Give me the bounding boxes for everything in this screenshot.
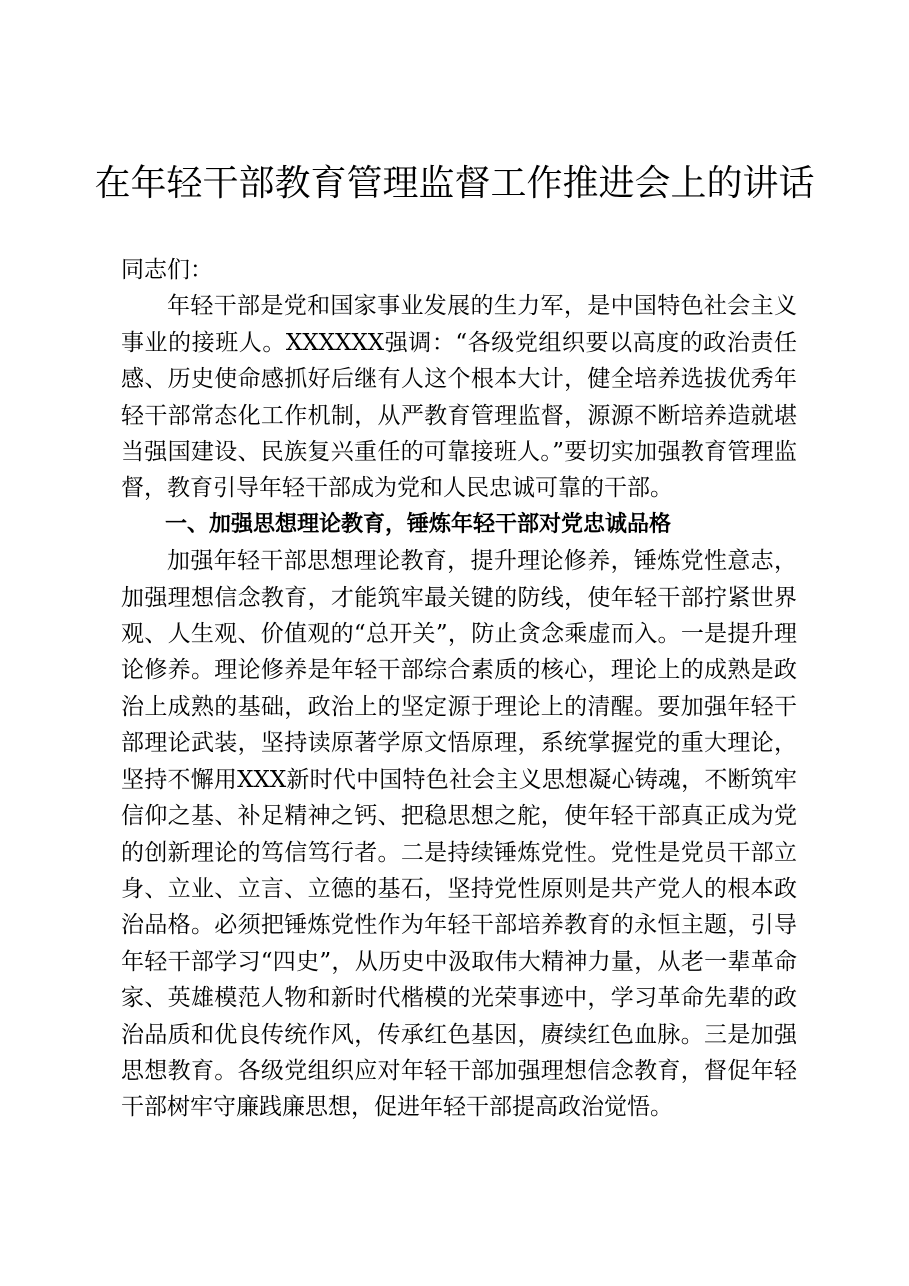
section-paragraph: 加强年轻干部思想理论教育，提升理论修养，锤炼党性意志，加强理想信念教育，才能筑牢最关键的防线，使年轻干部拧紧世界观、人生观、价值观的“总开关”，防止贪念乘虚而入。一是提升理论修养。理论修养是年轻干部综合素质的核心，理论上的成熟是政治上成熟的基础，政治上的坚定源于理论上的清醒。要加强年轻干部理论武装，坚持读原著学原文悟原理，系统掌握党的重大理论，坚持不懈用XXX新时代中国特色社会主义思想凝心铸魂，不断筑牢信仰之基、补足精神之钙、把稳思想之舵，使年轻干部真正成为党的创新理论的笃信笃行者。二是持续锤炼党性。党性是党员干部立身、立业、立言、立德的基石，坚持党性原则是共产党人的根本政治品格。必须把锤炼党性作为年轻干部培养教育的永恒主题，引导年轻干部学习“四史”，从历史中汲取伟大精神力量，从老一辈革命家、英雄模范人物和新时代楷模的光荣事迹中，学习革命先辈的政治品质和优良传统作风，传承红色基因，赓续红色血脉。三是加强思想教育。各级党组织应对年轻干部加强理想信念教育，督促年轻干部树牢守廉践廉思想，促进年轻干部提高政治觉悟。 — [121, 548, 797, 1121]
document-body — [121, 252, 797, 1126]
document-title: 在年轻干部教育管理监督工作推进会上的讲话 — [94, 163, 815, 204]
intro-paragraph: 年轻干部是党和国家事业发展的生力军，是中国特色社会主义事业的接班人。XXXXXX强调：“各级党组织要以高度的政治责任感、历史使命感抓好后继有人这个根本大计，健全培养选拔优秀年轻干部常态化工作机制，从严教育管理监督，源源不断培养造就堪当强国建设、民族复兴重任的可靠接班人。”要切实加强教育管理监督，教育引导年轻干部成为党和人民忠诚可靠的干部。 — [121, 293, 797, 502]
salutation: 同志们： — [121, 257, 213, 283]
section-heading: 一、加强思想理论教育，锤炼年轻干部对党忠诚品格 — [165, 511, 672, 537]
